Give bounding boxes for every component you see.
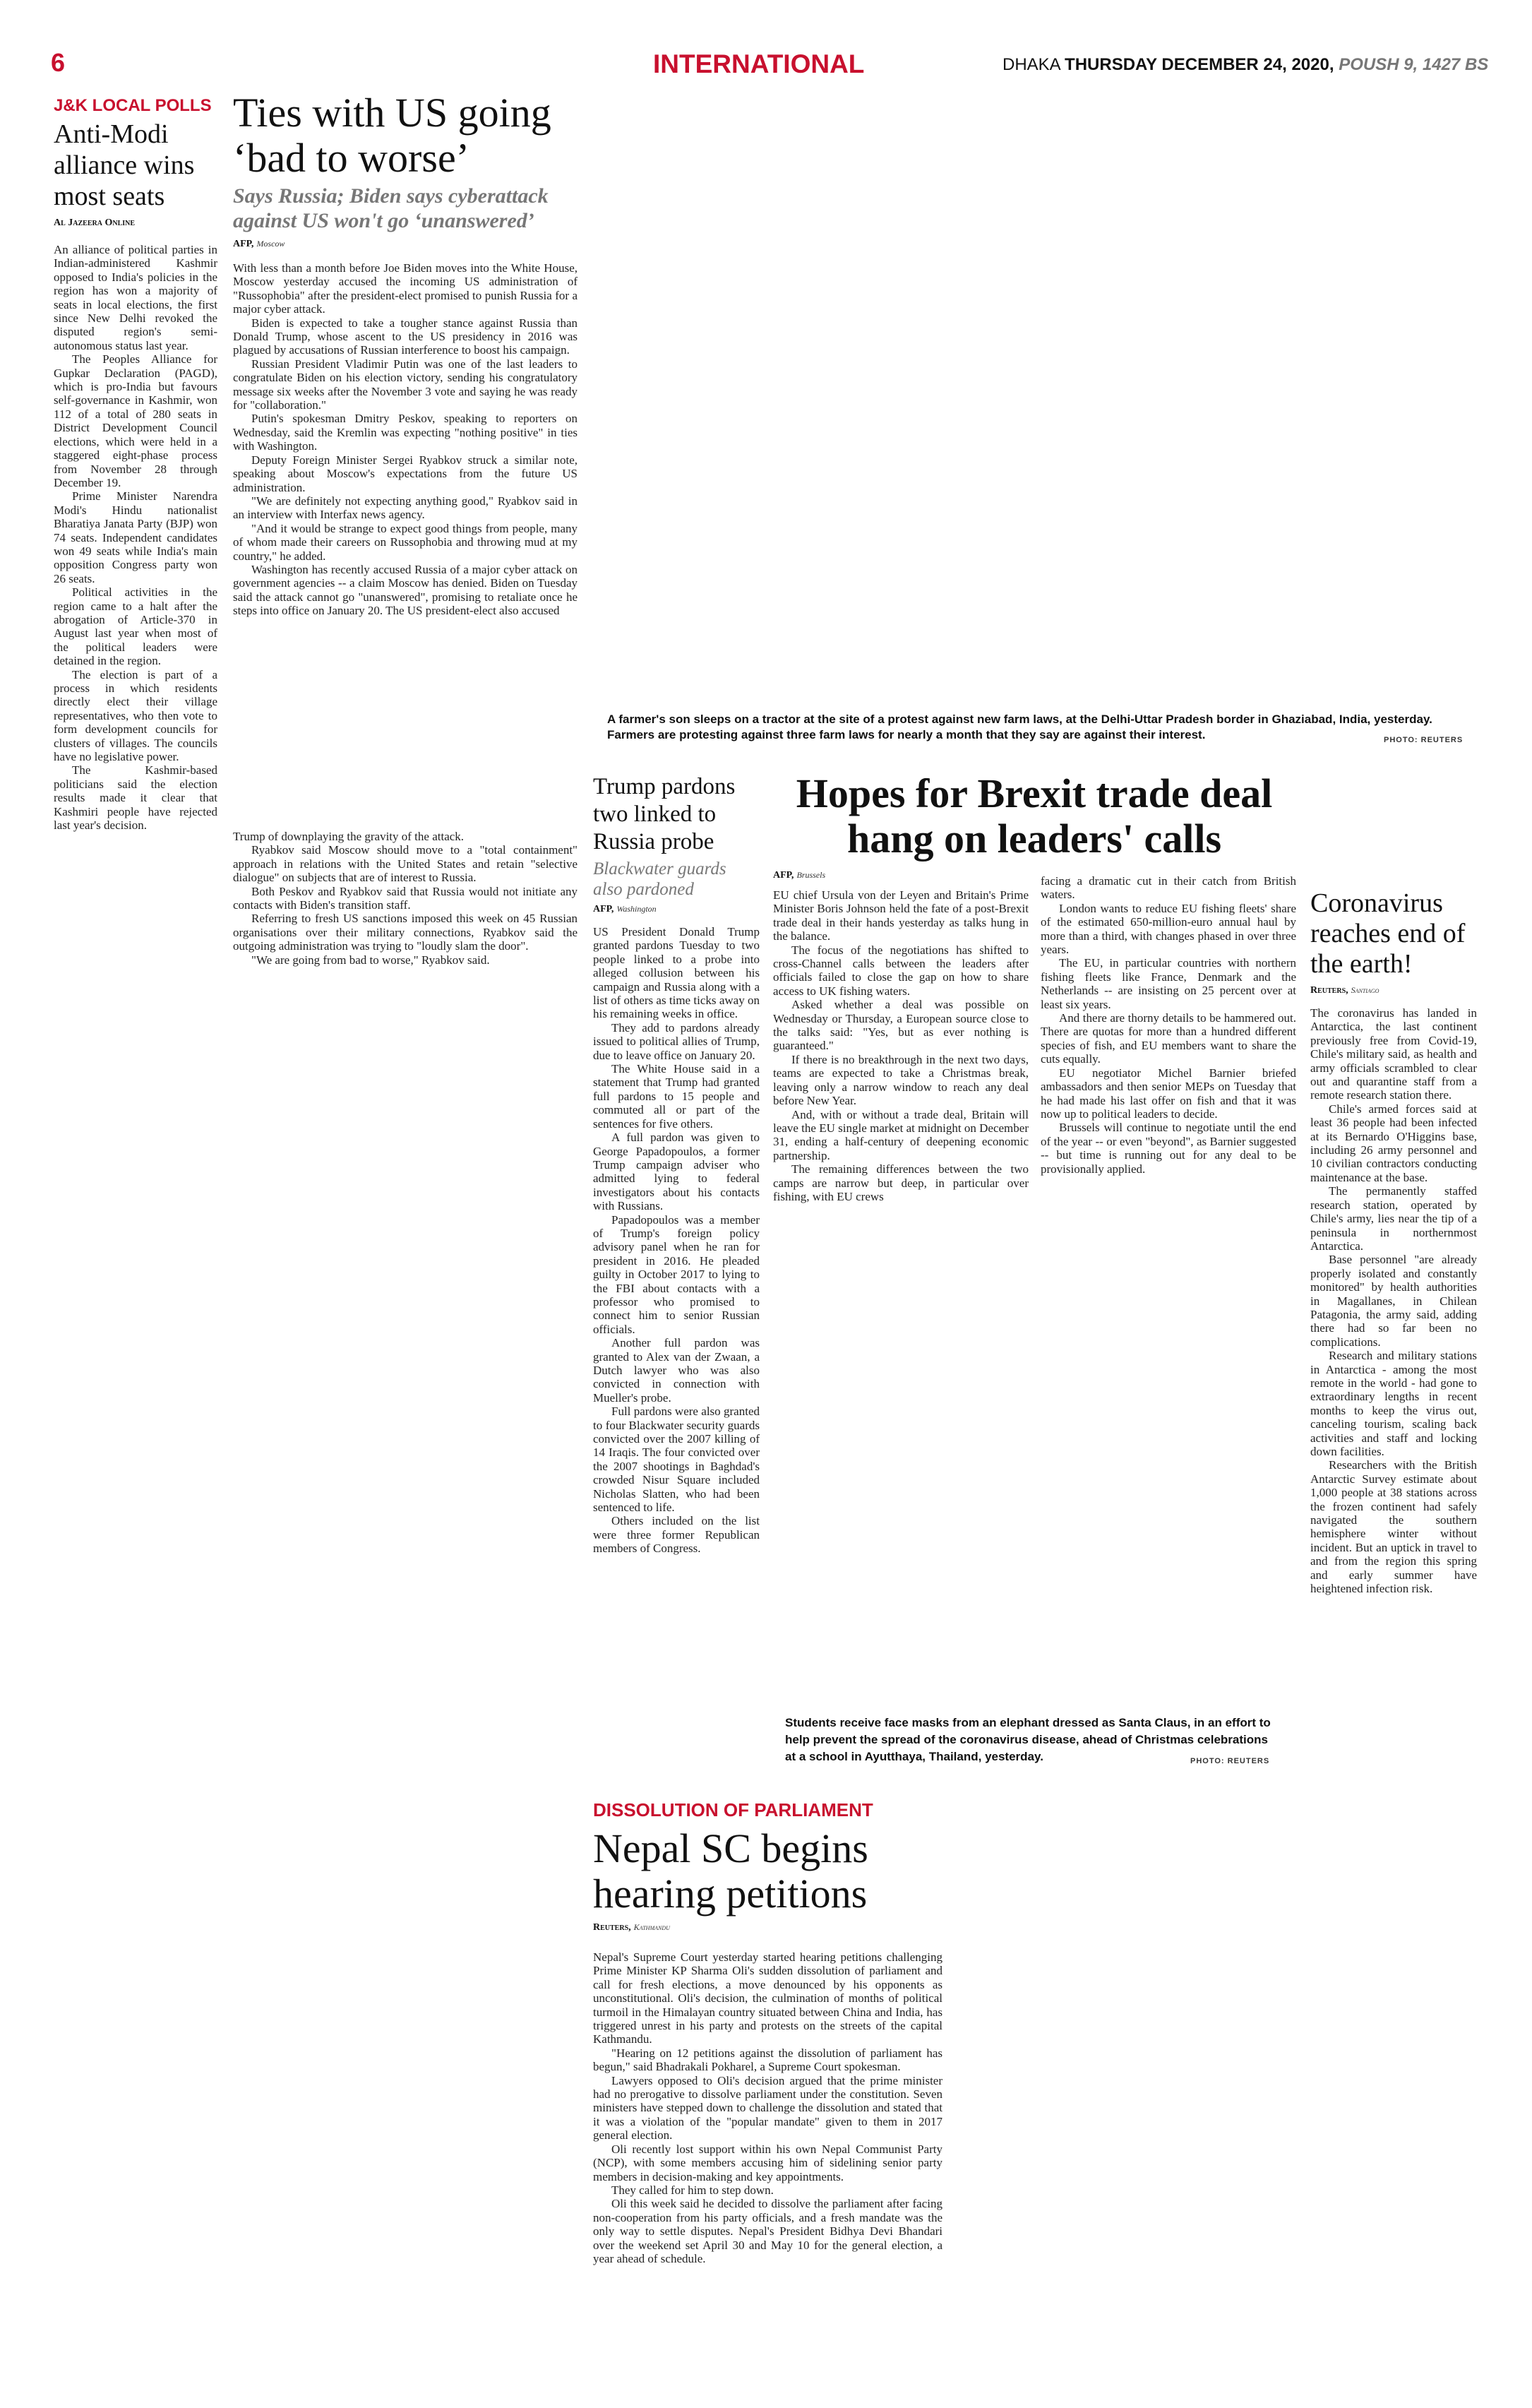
body-paragraph: Political activities in the region came to a halt after the abrogation of Article-370 in August last year when most of the political leaders were detained in the region.: [54, 585, 217, 668]
body-paragraph: The White House said in a statement that Trump had granted full pardons to 15 people and commuted all or part of the sentences for five others.: [593, 1062, 760, 1131]
russia-body: [233, 261, 578, 618]
kashmir-byline: Al Jazeera Online: [54, 217, 136, 228]
brexit-body-col2: [1041, 874, 1296, 1176]
body-paragraph: An alliance of political parties in Indian-administered Kashmir opposed to India's policies in the region has won a majority of seats in local elections, the first since New Delhi revoked the disputed region's semi-autonomous status last year.: [54, 243, 217, 352]
body-paragraph: Lawyers opposed to Oli's decision argued that the prime minister had no prerogative to dissolve parliament under the constitution. Seven ministers have stepped down to challenge the dissolution and stated that it was a violation of the "popular mandate" given to them in 2017 general election.: [593, 2073, 942, 2142]
body-paragraph: US President Donald Trump granted pardons Tuesday to two people linked to a probe into alleged collusion between his campaign and Russia along with a list of others as time ticks away on his remaining weeks in office.: [593, 925, 760, 1021]
body-paragraph: The permanently staffed research station, operated by Chile's army, lies near the tip of a peninsula in northernmost Antarctica.: [1310, 1184, 1477, 1253]
nepal-byline-agency: Reuters,: [593, 1922, 631, 1933]
kashmir-kicker: J&K LOCAL POLLS: [54, 96, 212, 115]
corona-byline-agency: Reuters,: [1310, 985, 1348, 996]
trump-byline-location: Washington: [616, 904, 657, 914]
body-paragraph: Trump of downplaying the gravity of the attack.: [233, 830, 465, 843]
trump-byline: [593, 904, 760, 915]
brexit-byline-agency: AFP,: [773, 870, 794, 881]
body-paragraph: Putin's spokesman Dmitry Peskov, speaking to reporters on Wednesday, said the Kremlin was expecting "nothing positive" in ties with Washington.: [233, 412, 578, 453]
body-paragraph: They called for him to step down.: [611, 2183, 774, 2197]
body-paragraph: The focus of the negotiations has shifted to cross-Channel calls between the leaders after officials failed to close the gap on how to share access to UK fishing waters.: [773, 943, 1029, 998]
trump-byline-agency: AFP,: [593, 904, 614, 914]
nepal-byline-location: Kathmandu: [633, 1922, 670, 1932]
body-paragraph: Referring to fresh US sanctions imposed this week on 45 Russian organisations over their military connections, Ryabkov said the outgoing administration was trying to "loudly slam the door".: [233, 912, 578, 953]
body-paragraph: And there are thorny details to be hammered out. There are quotas for more than a hundred different species of fish, and EU members want to share the cuts equally.: [1041, 1011, 1296, 1066]
body-paragraph: Nepal's Supreme Court yesterday started hearing petitions challenging Prime Minister KP Sharma Oli's sudden dissolution of parliament and call for fresh elections, a move denounced by his opponents as unconstitutional. Oli's decision, the culmination of months of political turmoil in the Himalayan country situated between China and India, has triggered unrest in his party and protests on the streets of the capital Kathmandu.: [593, 1950, 942, 2046]
body-paragraph: Full pardons were also granted to four Blackwater security guards convicted over the 2007 killing of 14 Iraqis. The four convicted over the 2007 shootings in Baghdad's crowded Nisur Square included Nicholas Slatten, who had been sentenced to life.: [593, 1405, 760, 1515]
body-paragraph: London wants to reduce EU fishing fleets' share of the estimated 650-million-euro annual haul by more than a third, with changes phased in over three years.: [1041, 901, 1296, 957]
body-paragraph: Papadopoulos was a member of Trump's foreign policy advisory panel when he ran for president in 2016. He pleaded guilty in October 2017 to lying to the FBI about contacts with a professor who promised to connect him to senior Russian officials.: [593, 1212, 760, 1336]
trump-subhead: Blackwater guards also pardoned: [593, 859, 726, 899]
brexit-body-col1: [773, 888, 1029, 1203]
dateline-bangla: POUSH 9, 1427 BS: [1339, 55, 1489, 74]
body-paragraph: The EU, in particular countries with northern fishing fleets like France, Denmark and the Netherlands -- are insisting on 25 percent over at least six years.: [1041, 956, 1296, 1011]
nepal-body: [593, 1950, 942, 2265]
body-paragraph: A full pardon was given to George Papadopoulos, a former Trump campaign adviser who admitted lying to federal investigators about his contacts with Russians.: [593, 1131, 760, 1213]
nepal-byline: [593, 1922, 942, 1933]
body-paragraph: The Peoples Alliance for Gupkar Declaration (PAGD), which is pro-India but favours self-governance in Kashmir, won 112 of a total of 280 seats in District Development Council elections, which were held in a staggered eight-phase process from November 28 through December 19.: [54, 352, 217, 489]
russia-subhead: Says Russia; Biden says cyberattack against US won't go ‘unanswered’: [233, 184, 549, 232]
kashmir-headline: Anti-Modi alliance wins most seats: [54, 119, 195, 211]
corona-headline: Coronavirus reaches end of the earth!: [1310, 888, 1466, 979]
body-paragraph: They add to pardons already issued to political allies of Trump, due to leave office on January 20.: [593, 1020, 760, 1062]
russia-continuation: [233, 830, 578, 967]
body-paragraph: "Hearing on 12 petitions against the dissolution of parliament has begun," said Bhadrakali Pokharel, a Supreme Court spokesman.: [593, 2046, 942, 2074]
corona-story: [1310, 888, 1477, 1595]
corona-byline: [1310, 985, 1477, 996]
dateline-city: DHAKA: [1003, 55, 1060, 74]
body-paragraph: Research and military stations in Antarctica - among the most remote in the world - had gone to extraordinary lengths in recent months to keep the virus out, canceling tourism, scaling back activities and staff and locking down facilities.: [1310, 1349, 1477, 1458]
elephant-photo: [782, 1313, 1295, 1705]
body-paragraph: Others included on the list were three former Republican members of Congress.: [593, 1514, 760, 1556]
body-paragraph: The remaining differences between the two camps are narrow but deep, in particular over fishing, with EU crews: [773, 1162, 1029, 1203]
body-paragraph: Oli this week said he decided to dissolve the parliament after facing non-cooperation from his party officials, and a fresh mandate was the only way to settle disputes. Nepal's President Bidhya Devi Bhandari over the weekend set April 30 and May 10 for the general election, a year ahead of schedule.: [593, 2197, 942, 2265]
kashmir-body: [54, 243, 217, 832]
body-paragraph: Chile's armed forces said at least 36 people had been infected at its Bernardo O'Higgins base, including 26 army personnel and 10 civilian contractors conducting maintenance at the base.: [1310, 1102, 1477, 1184]
body-paragraph: Biden is expected to take a tougher stance against Russia than Donald Trump, whose ascent to the US presidency in 2016 was plagued by accusations of Russian interference to boost his campaign.: [233, 316, 578, 357]
farm-photo-credit: PHOTO: REUTERS: [1384, 736, 1464, 744]
trump-headline: Trump pardons two linked to Russia probe: [593, 774, 736, 854]
elephant-photo-caption: Students receive face masks from an elephant dressed as Santa Claus, in an effort to help prevent the spread of the coronavirus disease, ahead of Christmas celebrations at a school in Ayutthaya, Thailand, yesterday.: [785, 1716, 1271, 1763]
dateline-date: THURSDAY DECEMBER 24, 2020,: [1065, 55, 1334, 74]
farm-photo: [607, 95, 1477, 703]
body-paragraph: With less than a month before Joe Biden moves into the White House, Moscow yesterday accused the incoming US administration of "Russophobia" after the president-elect promised to punish Russia for a major cyber attack.: [233, 261, 578, 316]
farm-photo-caption: A farmer's son sleeps on a tractor at the site of a protest against new farm laws, at the Delhi-Uttar Pradesh border in Ghaziabad, India, yesterday. Farmers are protesting against three farm laws for nearly a month that they say are against their interest.: [607, 713, 1432, 741]
brexit-byline-location: Brussels: [796, 870, 826, 880]
dateline: [1003, 55, 1488, 75]
nepal-headline: Nepal SC begins hearing petitions: [593, 1825, 868, 1917]
body-paragraph: If there is no breakthrough in the next two days, teams are expected to take a Christmas break, leaving only a narrow window to reach any deal before New Year.: [773, 1052, 1029, 1108]
elephant-photo-credit: PHOTO: REUTERS: [1190, 1757, 1270, 1765]
body-paragraph: Base personnel "are already properly isolated and constantly monitored" by health authorities in Magallanes, in Chilean Patagonia, the army said, adding there had so far been no complications.: [1310, 1253, 1477, 1349]
kashmir-story: [54, 96, 217, 832]
body-paragraph: Both Peskov and Ryabkov said that Russia would not initiate any contacts with Biden's transition staff.: [233, 884, 578, 912]
brexit-byline: [773, 870, 1029, 881]
body-paragraph: The election is part of a process in which residents directly elect their village representatives, who then vote to form development councils for clusters of villages. The councils have no legislative power.: [54, 667, 217, 764]
brexit-headline: Hopes for Brexit trade deal hang on leaders' calls: [796, 770, 1273, 862]
brexit-col1: [773, 870, 1029, 1203]
body-paragraph: Brussels will continue to negotiate until the end of the year -- or even "beyond", as Barnier suggested -- but time is running out for any deal to be provisionally applied.: [1041, 1121, 1296, 1176]
russia-story: [233, 90, 578, 618]
body-paragraph: EU negotiator Michel Barnier briefed ambassadors and then senior MEPs on Tuesday that he had made his last offer on fish and that it was now up to political leaders to decide.: [1041, 1066, 1296, 1121]
nepal-kicker: DISSOLUTION OF PARLIAMENT: [593, 1799, 873, 1820]
trump-story: [593, 773, 760, 1556]
page-number: 6: [51, 48, 66, 77]
body-paragraph: Ryabkov said Moscow should move to a "total containment" approach in relations with the United States and retain "selective dialogue" on subjects that are of interest to Russia.: [233, 843, 578, 885]
trump-body: [593, 925, 760, 1556]
body-paragraph: And, with or without a trade deal, Britain will leave the EU single market at midnight on December 31, ending a half-century of deepening economic partnership.: [773, 1107, 1029, 1162]
body-paragraph: Deputy Foreign Minister Sergei Ryabkov struck a similar note, speaking about Moscow's expectations from the future US administration.: [233, 453, 578, 494]
body-paragraph: Asked whether a deal was possible on Wednesday or Thursday, a European source close to the talks said: "Yes, but as ever nothing is guaranteed.": [773, 998, 1029, 1053]
russia-byline: [233, 239, 578, 250]
body-paragraph: The Kashmir-based politicians said the election results made it clear that Kashmiri people have rejected last year's decision.: [54, 763, 217, 833]
body-paragraph: Prime Minister Narendra Modi's Hindu nationalist Bharatiya Janata Party (BJP) won 74 seats. Independent candidates won 49 seats while India's main opposition Congress party won 26 seats.: [54, 489, 217, 585]
body-paragraph: EU chief Ursula von der Leyen and Britain's Prime Minister Boris Johnson held the fate of a post-Brexit trade deal in their hands yesterday as talks hung in the balance.: [773, 888, 1029, 943]
body-paragraph: "We are going from bad to worse," Ryabkov said.: [251, 953, 490, 967]
russia-headline: Ties with US going ‘bad to worse’: [233, 90, 551, 181]
russia-byline-agency: AFP,: [233, 239, 254, 249]
body-paragraph: "And it would be strange to expect good things from people, many of whom made their careers on Russophobia and throwing mud at my country," he added.: [233, 521, 578, 563]
russia-byline-location: Moscow: [256, 239, 285, 249]
body-paragraph: Washington has recently accused Russia of a major cyber attack on government agencies -- a claim Moscow has denied. Biden on Tuesday said the attack cannot go "unanswered", promising to retaliate once he steps into office on January 20. The US president-elect also accused: [233, 562, 578, 618]
body-paragraph: facing a dramatic cut in their catch from British waters.: [1041, 874, 1296, 902]
section-title: INTERNATIONAL: [653, 49, 865, 78]
corona-body: [1310, 1006, 1477, 1595]
nepal-story: [593, 1799, 942, 2265]
body-paragraph: Russian President Vladimir Putin was one of the last leaders to congratulate Biden on his election victory, sending his congratulatory message six weeks after the November 3 vote and saying he was ready for "collaboration.": [233, 357, 578, 412]
body-paragraph: Researchers with the British Antarctic Survey estimate about 1,000 people at 38 stations across the frozen continent had safely navigated the southern hemisphere winter without incident. But an uptick in travel to and from the region this spring and early summer have heightened infection risk.: [1310, 1458, 1477, 1596]
body-paragraph: Another full pardon was granted to Alex van der Zwaan, a Dutch lawyer who was also convicted in connection with Mueller's probe.: [593, 1336, 760, 1405]
body-paragraph: Oli recently lost support within his own Nepal Communist Party (NCP), with some members accusing him of sidelining senior party members in decision-making and key appointments.: [593, 2142, 942, 2183]
body-paragraph: "We are definitely not expecting anything good," Ryabkov said in an interview with Interfax news agency.: [233, 494, 578, 522]
body-paragraph: The coronavirus has landed in Antarctica, the last continent previously free from Covid-19, Chile's military said, as health and army officials scrambled to clear out and quarantine staff from a remote research station there.: [1310, 1006, 1477, 1102]
corona-byline-location: Santiago: [1351, 985, 1380, 995]
